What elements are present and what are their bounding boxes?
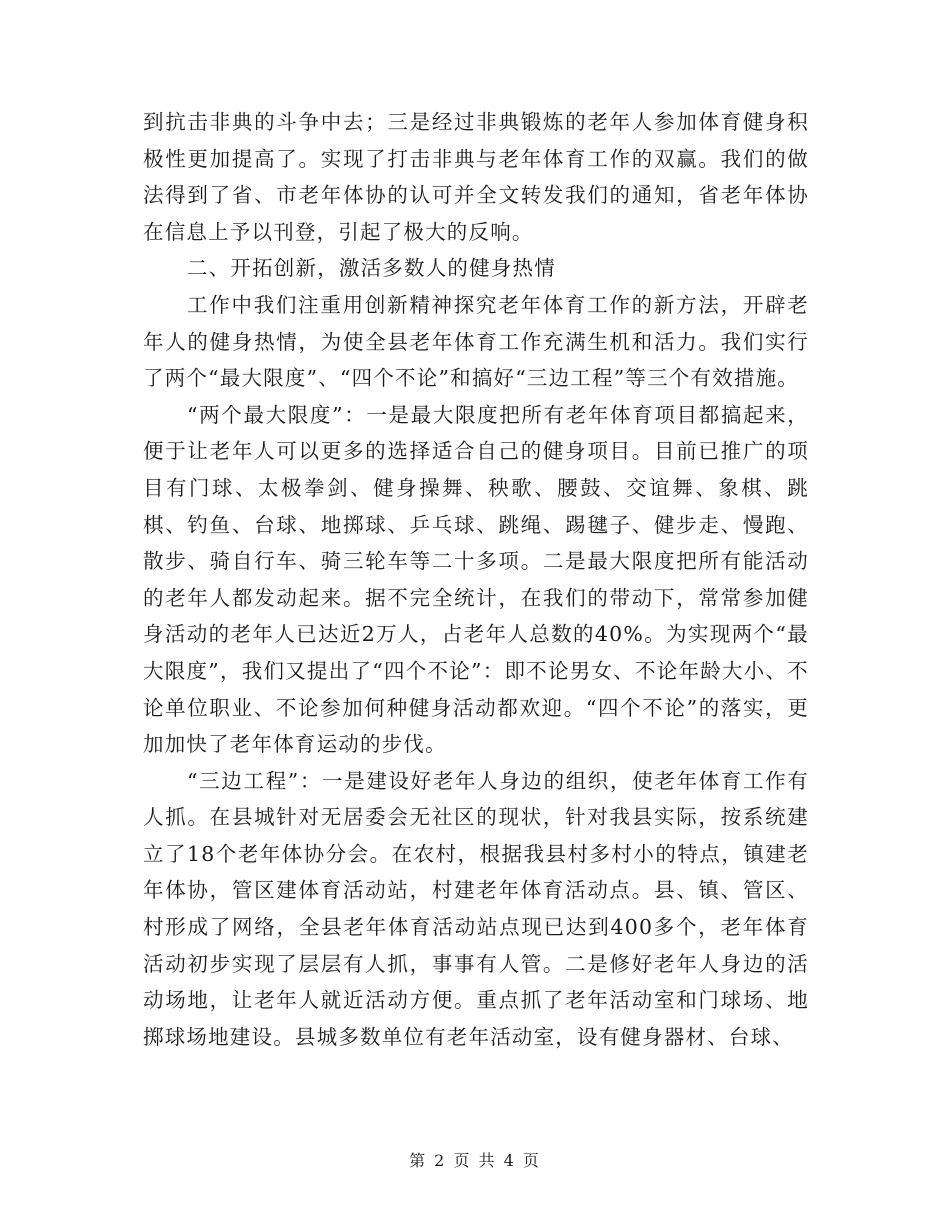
body-text xyxy=(143,104,809,1055)
footer-mid: 页 共 xyxy=(453,1151,497,1170)
paragraph-innovation: 工作中我们注重用创新精神探究老年体育工作的新方法，开辟老年人的健身热情，为使全县老年体育工作充满生机和活力。我们实行了两个“最大限度”、“四个不论”和搞好“三边工程”等三个有效措施。 xyxy=(143,292,809,391)
paragraph-two-maximums: “两个最大限度”：一是最大限度把所有老年体育项目都搞起来，便于让老年人可以更多的选择适合自己的健身项目。目前已推广的项目有门球、太极拳剑、健身操舞、秧歌、腰鼓、交谊舞、象棋、跳棋、钓鱼、台球、地掷球、乒乓球、跳绳、踢毽子、健步走、慢跑、散步、骑自行车、骑三轮车等二十多项。二是最大限度把所有能活动的老年人都发动起来。据不完全统计，在我们的带动下，常常参加健身活动的老年人已达近2万人，占老年人总数的40%。为实现两个“最大限度”，我们又提出了“四个不论”：即不论男女、不论年龄大小、不论单位职业、不论参加何种健身活动都欢迎。“四个不论”的落实，更加加快了老年体育运动的步伐。 xyxy=(143,402,809,757)
footer-total-pages: 4 xyxy=(503,1151,516,1170)
paragraph-three-side-project: “三边工程”：一是建设好老年人身边的组织，使老年体育工作有人抓。在县城针对无居委会无社区的现状，针对我县实际，按系统建立了18个老年体协分会。在农村，根据我县村多村小的特点，镇建老年体协，管区建体育活动站，村建老年体育活动点。县、镇、管区、村形成了网络，全县老年体育活动站点现已达到400多个，老年体育活动初步实现了层层有人抓，事事有人管。二是修好老年人身边的活动场地，让老年人就近活动方便。重点抓了老年活动室和门球场、地掷球场地建设。县城多数单位有老年活动室，设有健身器材、台球、 xyxy=(143,768,809,1049)
paragraph-continuation: 到抗击非典的斗争中去；三是经过非典锻炼的老年人参加体育健身积极性更加提高了。实现了打击非典与老年体育工作的双赢。我们的做法得到了省、市老年体协的认可并全文转发我们的通知，省老年体协在信息上予以刊登，引起了极大的反响。 xyxy=(143,110,809,244)
footer-prefix: 第 xyxy=(409,1151,428,1170)
footer-suffix: 页 xyxy=(522,1151,541,1170)
page-footer xyxy=(0,1148,950,1171)
section-heading: 二、开拓创新，激活多数人的健身热情 xyxy=(187,256,556,281)
footer-current-page: 2 xyxy=(434,1151,447,1170)
